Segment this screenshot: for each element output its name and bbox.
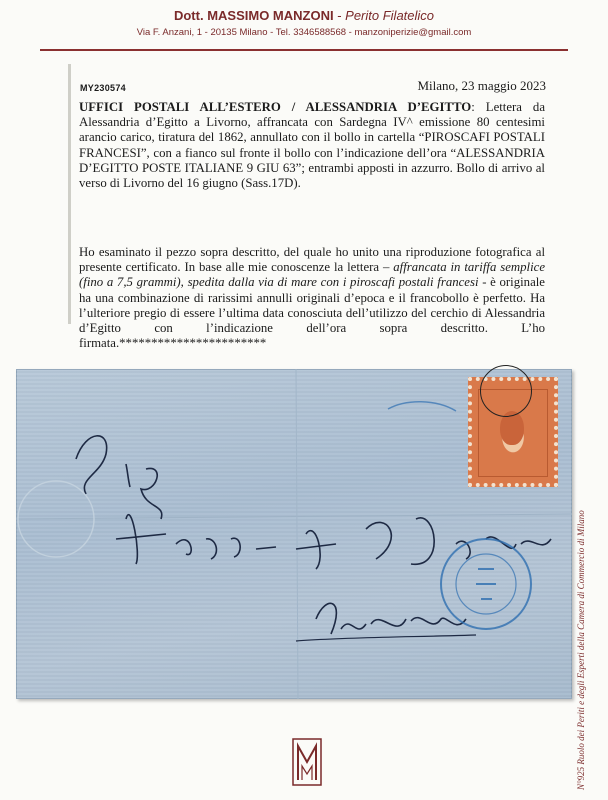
description-heading: UFFICI POSTALI ALL’ESTERO / ALESSANDRIA D’EGITTO <box>79 100 472 114</box>
certificate-id: MY230574 <box>80 83 126 93</box>
mm-monogram-logo <box>292 738 322 786</box>
description-text: : Lettera da Alessandria d’Egitto a Livorno, affrancata con Sardegna IV^ emissione 80 centesimi arancio carico, tiratura del 1862, annullato con il bollo in cartella “PIROSCAFI POSTALI FRANCESI”, con a fianco sul fronte il bollo con l’indicazione dell’ora “ALESSANDRIA D’EGITTO POSTE ITALIANE 9 GIU 63”; entrambi apposti in azzurro. Bollo di arrivo al verso di Livorno del 16 giugno (Sass.17D). <box>79 100 546 191</box>
opinion-italic: affrancata in tariffa semplice (fino a 7,5 grammi), spedita dalla via di mare con i piroscafi postali francesi <box>79 260 546 290</box>
cover-photograph <box>16 369 572 699</box>
margin-line <box>68 64 71 324</box>
header-rule <box>40 49 568 51</box>
ink-addressee <box>116 515 551 569</box>
item-description <box>79 100 545 191</box>
certificate-date: Milano, 23 maggio 2023 <box>417 78 546 93</box>
expert-name: Dott. MASSIMO MANZONI - Perito Filatelico <box>173 8 435 23</box>
expert-address: Via F. Anzani, 1 - 20135 Milano - Tel. 3346588568 - manzoniperizie@gmail.com <box>136 27 472 38</box>
registry-note: N°925 Ruolo dei Periti e degli Esperti della Camera di Commercio di Milano <box>576 510 586 790</box>
ink-city <box>316 603 466 634</box>
signature-loop <box>480 365 532 417</box>
ink-sig <box>76 436 162 519</box>
letterhead <box>0 8 608 40</box>
expert-opinion: Ho esaminato il pezzo sopra descritto, del quale ho unito una riproduzione fotografica al presente certificato. In base alle mie conoscenze la lettera – affrancata in tariffa semplice (fino a 7,5 grammi), spedita dalla via di mare con i piroscafi postali francesi - è originale ha una combinazione di rarissimi annulli originali d’epoca e il francobollo è perfetto. Ha l’ulteriore pregio di essere l’ultima data conosciuta dell’utilizzo del cerchio di Alessandria d’Egitto con l’indicazione dell’ora sopra descritto. L’ho firmata.*********************** <box>79 245 546 351</box>
